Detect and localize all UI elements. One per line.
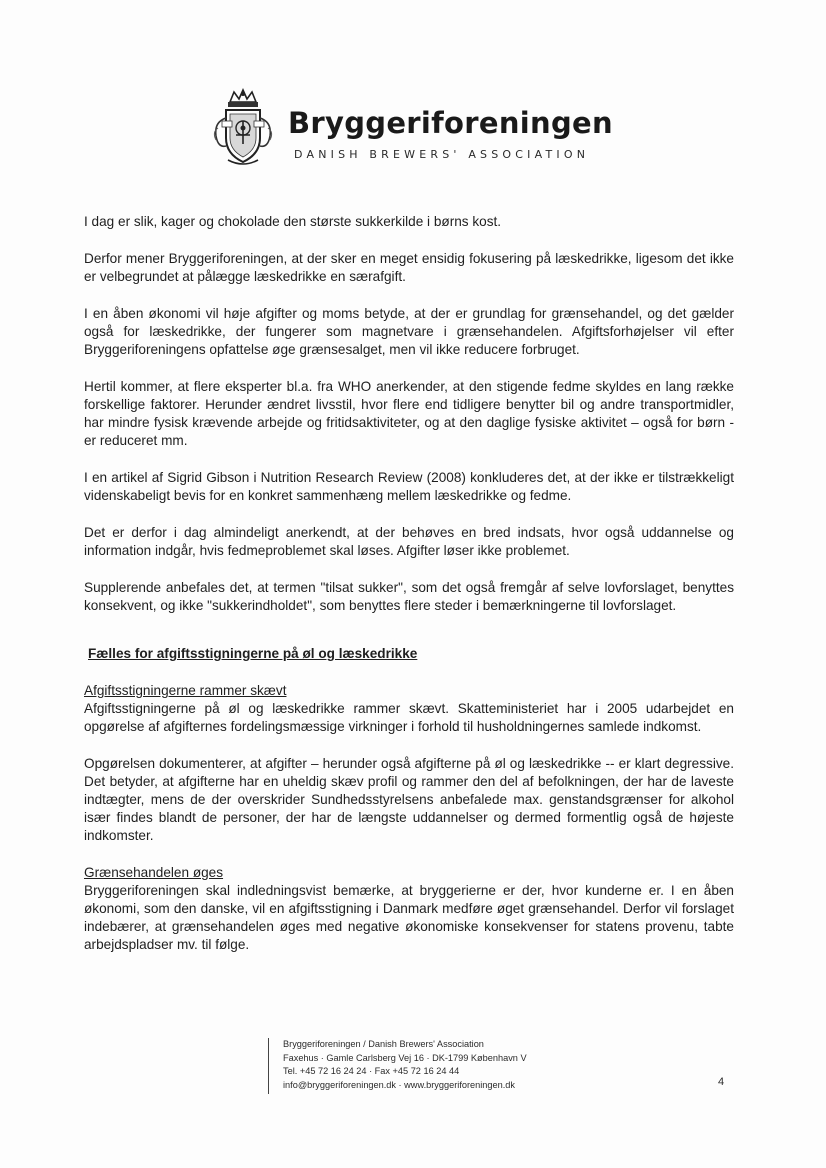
paragraph: Det er derfor i dag almindeligt anerkendt, at der behøves en bred indsats, hvor også uddannelse og information indgår, hvis fedmeproblemet skal løses. Afgifter løser ikke problemet. — [84, 525, 734, 558]
letterhead — [208, 88, 613, 173]
brand-subtitle: DANISH BREWERS' ASSOCIATION — [294, 148, 590, 161]
paragraph: I en artikel af Sigrid Gibson i Nutrition Research Review (2008) konkluderes det, at der ikke er tilstrækkeligt videnskabeligt bevis for en konkret sammenhæng mellem læskedrikke og fedme. — [84, 470, 734, 503]
paragraph: Supplerende anbefales det, at termen "tilsat sukker", som det også fremgår af selve lovforslaget, benyttes konsekvent, og ikke "sukkerindholdet", som benyttes flere steder i bemærkningerne til lovforslaget. — [84, 580, 734, 613]
section-heading: Fælles for afgiftsstigningerne på øl og læskedrikke — [88, 646, 418, 661]
footer-line: Faxehus · Gamle Carlsberg Vej 16 · DK-1799 København V — [283, 1052, 527, 1063]
paragraph: Derfor mener Bryggeriforeningen, at der sker en meget ensidig fokusering på læskedrikke, ligesom det ikke er velbegrundet at pålægge læskedrikke en særafgift. — [84, 251, 734, 284]
paragraph: Opgørelsen dokumenterer, at afgifter – herunder også afgifterne på øl og læskedrikke -- er klart degressive. Det betyder, at afgifterne har en uheldig skæv profil og rammer den del af befolkningen, der har de laveste indtægter, mens de der overskrider Sundhedsstyrelsens anbefalede max. genstandsgrænser for alkohol især findes blandt de personer, der har de længste uddannelser og dermed formentlig også de højeste indkomster. — [84, 756, 734, 843]
page-number: 4 — [718, 1076, 725, 1088]
crest-icon — [208, 88, 278, 170]
paragraph: I en åben økonomi vil høje afgifter og moms betyde, at der er grundlag for grænsehandel, og det gælder også for læskedrikke, der fungerer som magnetvare i grænsehandelen. Afgiftsforhøjelser vil efter Bryggeriforeningens opfattelse øge grænsesalget, men vil ikke reducere forbruget. — [84, 306, 734, 357]
paragraph: Hertil kommer, at flere eksperter bl.a. fra WHO anerkender, at den stigende fedme skyldes en lang række forskellige faktorer. Herunder ændret livsstil, hvor flere end tidligere benytter bil og andre transportmidler, har mindre fysisk krævende arbejde og fritidsaktiviteter, og at den daglige fysiske aktivitet – også for børn - er reduceret mm. — [84, 379, 734, 448]
paragraph: I dag er slik, kager og chokolade den største sukkerkilde i børns kost. — [84, 214, 502, 229]
paragraph: Afgiftsstigningerne på øl og læskedrikke rammer skævt. Skatteministeriet har i 2005 udarbejdet en opgørelse af afgifternes fordelingsmæssige virkninger i forhold til husholdningernes samlede indkomst. — [84, 701, 734, 734]
document-body — [84, 213, 734, 973]
subsection-heading: Afgiftsstigningerne rammer skævt — [84, 683, 287, 698]
paragraph: Bryggeriforeningen skal indledningsvist bemærke, at bryggerierne er der, hvor kunderne er. I en åben økonomi, som den danske, vil en afgiftsstigning i Danmark medføre øget grænsehandel. Derfor vil forslaget indebærer, at grænsehandelen øges med negative økonomiske konsekvenser for statens provenu, tabte arbejdspladser mv. til følge. — [84, 883, 734, 952]
footer-line: Bryggeriforeningen / Danish Brewers' Association — [283, 1039, 484, 1049]
footer-address — [268, 1038, 527, 1094]
brand-name: Bryggeriforeningen — [288, 106, 613, 140]
subsection-heading: Grænsehandelen øges — [84, 865, 224, 880]
footer-line: info@bryggeriforeningen.dk · www.bryggeriforeningen.dk — [283, 1079, 515, 1090]
footer-line: Tel. +45 72 16 24 24 · Fax +45 72 16 24 44 — [283, 1066, 460, 1076]
